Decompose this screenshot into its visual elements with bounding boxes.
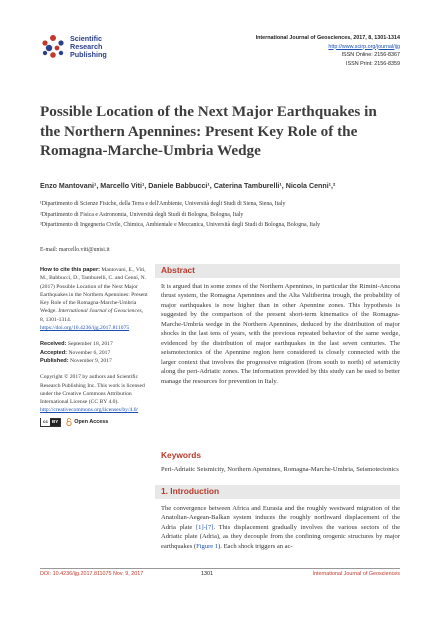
figure-1-link[interactable]: Figure 1 xyxy=(196,542,219,550)
footer-doi: DOI: 10.4236/ijg.2017.811075 Nov. 9, 2017 xyxy=(40,571,144,577)
open-access-badge xyxy=(66,418,108,426)
cc-by-badge[interactable] xyxy=(40,418,61,427)
journal-citation: International Journal of Geosciences, 2017, 8, 1301-1314 xyxy=(255,35,400,41)
paper-title: Possible Location of the Next Major Earthquakes in the Northern Apennines: Present Key Role of the Romagna-Marche-Umbria Wedge xyxy=(40,103,377,159)
issn-online: ISSN Online: 2156-8367 xyxy=(341,52,400,59)
open-access-label: Open Access xyxy=(74,419,109,426)
affiliation-2: ²Dipartimento di Fisica e Astronomia, Università degli Studi di Bologna, Bologna, Italy xyxy=(40,211,244,218)
footer-divider xyxy=(40,568,400,569)
published-label: Published: xyxy=(40,357,69,364)
intro-text-part-2: . This displacement gradually involves the various sectors of the Adriatic plate (Adria), as they decouple from the confining orogenic structures by major earthquakes ( xyxy=(161,523,400,550)
cite-doi-link[interactable]: https://doi.org/10.4236/ijg.2017.811075 xyxy=(40,325,130,332)
abstract-text: It is argued that in some zones of the Northern Apennines, in particular the Rimini-Ancona thrust system, the Romagna Apennines and the Alta Valtiberina trough, the probability of major earthquakes is now higher than in other Apennine zones. This hypothesis is suggested by the comparison of the present short-term kinematics of the Romagna-Marche-Umbria wedge in the Northern Apennines, deduced by the distribution of major shocks in the last tens of years, with the previous repeated behavior of the same wedge, evidenced by the distribution of major earthquakes in the last seven centuries. The seismotectonics of the Apennine region here considered is closely connected with the larger context that involves the progressive migration (from south to north) of seismicity along the peri-Adriatic zones. The information provided by this study can be used to better manage the resources for prevention in Italy. xyxy=(161,283,400,385)
accepted-date: November 6, 2017 xyxy=(68,349,111,356)
journal-meta xyxy=(256,34,400,68)
footer-journal: International Journal of Geosciences xyxy=(312,571,400,577)
journal-url-link[interactable]: http://www.scirp.org/journal/ijg xyxy=(328,43,400,50)
cite-label: How to cite this paper: xyxy=(40,267,100,273)
article-dates xyxy=(40,340,148,365)
affiliation-1: ¹Dipartimento di Scienze Fisiche, della Terra e dell'Ambiente, Università degli Studi di Siena, Siena, Italy xyxy=(40,201,286,207)
page-number: 1301 xyxy=(201,571,213,577)
reference-link-1-7[interactable]: [1]-[7] xyxy=(195,523,214,531)
cite-journal: International Journal of Geosciences, xyxy=(58,308,144,315)
copyright-text: Copyright © 2017 by authors and Scientific Research Publishing Inc. This work is licensed under the Creative Commons Attribution International License (CC BY 4.0). xyxy=(40,374,145,406)
license-link[interactable]: http://creativecommons.org/licenses/by/4.0/ xyxy=(40,407,139,414)
how-to-cite xyxy=(40,266,148,332)
copyright-block xyxy=(40,373,148,426)
open-access-lock-icon xyxy=(66,418,72,426)
cite-text: Mantovani, E., Viti, M., Babbucci, D., Tamburelli, C. and Cenni, N. (2017) Possible Location of the Next Major Earthquakes in the Northern Apennines: Present Key Role of the Romagna-Marche-Umbria Wedge. xyxy=(40,267,148,315)
received-date: September 18, 2017 xyxy=(67,341,113,348)
received-label: Received: xyxy=(40,341,67,348)
author-list: Enzo Mantovani¹, Marcello Viti¹, Daniele Babbucci¹, Caterina Tamburelli¹, Nicola Cenni¹,² xyxy=(40,182,336,190)
cc-label: cc xyxy=(41,418,50,426)
intro-text-part-1: The convergence between Africa and Eurasia and the roughly westward migration of the Anatolian-Aegean-Balkan system induces the roughly northward displacement of the Adria plate xyxy=(161,505,400,531)
introduction-heading: 1. Introduction xyxy=(161,486,220,496)
publisher-logo xyxy=(40,32,160,66)
affiliations xyxy=(40,199,400,231)
keywords-heading: Keywords xyxy=(161,450,202,460)
intro-text-part-3: ). Each shock triggers an ac- xyxy=(218,542,293,550)
abstract-heading: Abstract xyxy=(161,265,195,275)
license-badges xyxy=(40,418,148,427)
issn-print: ISSN Print: 2156-8359 xyxy=(346,60,400,67)
article-sidebar xyxy=(40,266,148,435)
publisher-name-line-3: Publishing xyxy=(70,50,107,60)
by-label: BY xyxy=(52,419,59,425)
scirp-logo-icon xyxy=(40,34,66,60)
accepted-label: Accepted: xyxy=(40,349,68,356)
corresponding-email: E-mail: marcello.viti@unisi.it xyxy=(40,247,110,253)
published-date: November 9, 2017 xyxy=(70,357,112,364)
publisher-name xyxy=(70,35,107,60)
introduction-text xyxy=(161,504,400,551)
cite-pages: 8, 1301-1314. xyxy=(40,316,72,323)
affiliation-3: ³Dipartimento di Ingegneria Civile, Chimica, Ambientale e Meccanica, Università degli Studi di Bologna, Bologna, Italy xyxy=(40,222,321,229)
publisher-name-line-2: Research xyxy=(70,42,103,52)
keywords-text: Peri-Adriatic Seismicity, Northern Apennines, Romagna-Marche-Umbria, Seismotectonics xyxy=(161,466,399,473)
publisher-name-line-1: Scientific xyxy=(70,34,102,43)
